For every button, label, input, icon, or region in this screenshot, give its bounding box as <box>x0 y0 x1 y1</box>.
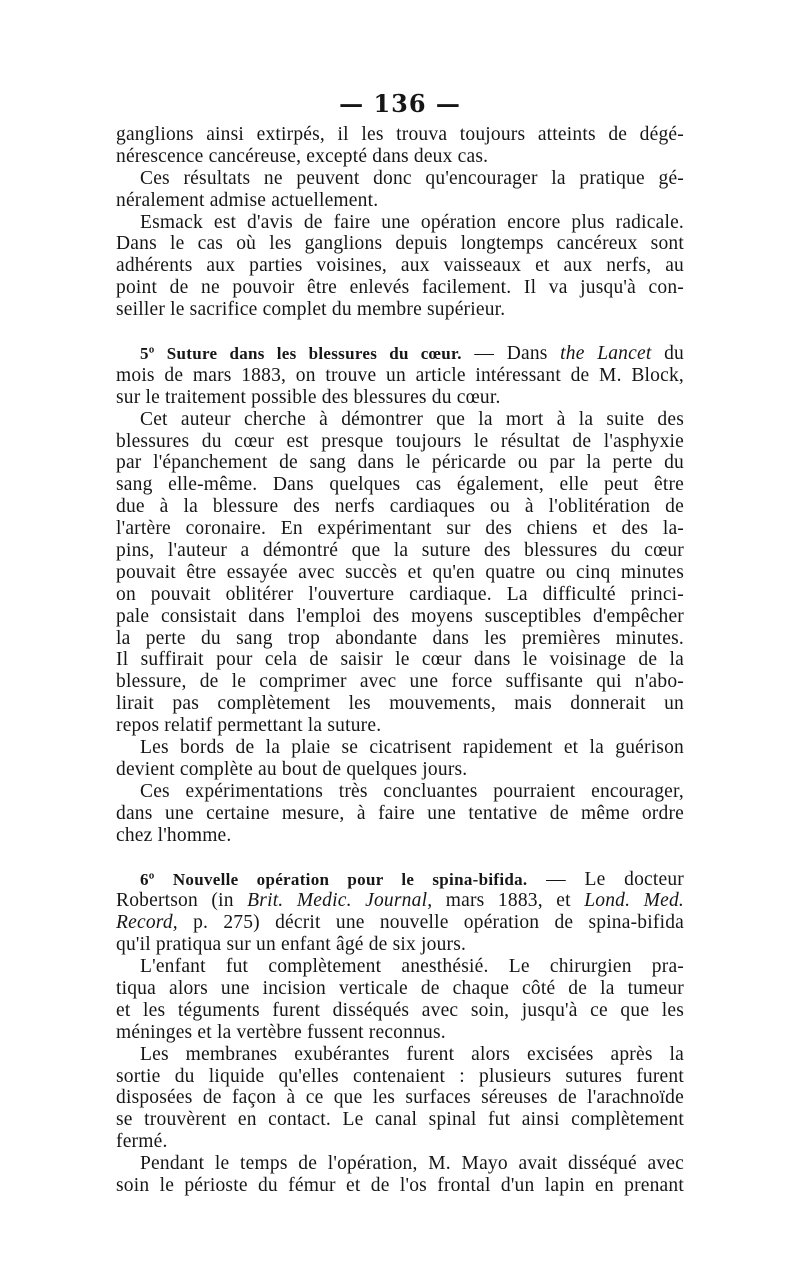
page-number: — 136 — <box>339 89 461 118</box>
text-line: seiller le sacrifice complet du membre supérieur. <box>116 299 506 321</box>
text-line: Pendant le temps de l'opération, M. Mayo avait disséqué avec <box>140 1153 684 1175</box>
text-line: sang elle-même. Dans quelques cas également, elle peut être <box>116 474 684 496</box>
text-line: disposées de façon à ce que les surfaces séreuses de l'arachnoïde <box>116 1087 684 1109</box>
text-segment: Robertson (in <box>116 890 248 912</box>
section-heading: 5º Suture dans les blessures du cœur. <box>140 344 462 364</box>
text-line: la perte du sang trop abondante dans les premières minutes. <box>116 627 684 649</box>
section-paragraph <box>116 343 684 409</box>
text-line: mois de mars 1883, on trouve un article intéressant de M. Block, <box>116 364 684 386</box>
text-line: repos relatif permettant la suture. <box>116 715 382 737</box>
text-line: Les membranes exubérantes furent alors excisées après la <box>140 1043 684 1065</box>
text-line: nérescence cancéreuse, excepté dans deux cas. <box>116 145 489 167</box>
journal-title: the Lancet <box>560 343 652 365</box>
section-heading: 6º Nouvelle opération pour le spina-bifida. <box>140 869 528 889</box>
text-line: Esmack est d'avis de faire une opération encore plus radicale. <box>140 211 684 233</box>
heading-tail-text: du <box>651 343 684 365</box>
heading-dash-text: — Dans <box>461 343 561 365</box>
text-line: sortie du liquide qu'elles contenaient : plusieurs sutures furent <box>116 1065 684 1087</box>
text-line: néralement admise actuellement. <box>116 189 379 211</box>
journal-title: Record, <box>116 912 178 934</box>
text-line: fermé. <box>116 1131 168 1153</box>
journal-title: Brit. Medic. Journal, <box>247 890 433 912</box>
heading-dash-text: — Le docteur <box>527 868 685 890</box>
text-line: pins, l'auteur a démontré que la suture des blessures du cœur <box>116 540 684 562</box>
text-line: tiqua alors une incision verticale de chaque côté de la tumeur <box>116 977 684 999</box>
text-line: blessure, de le comprimer avec une force suffisante qui n'abo- <box>116 671 684 693</box>
text-line: Ces résultats ne peuvent donc qu'encourager la pratique gé- <box>140 167 684 189</box>
section-heading-line <box>116 869 684 891</box>
text-line: devient complète au bout de quelques jours. <box>116 758 468 780</box>
paragraph <box>116 1153 684 1197</box>
text-line: qu'il pratiqua sur un enfant âgé de six jours. <box>116 934 467 956</box>
text-line: blessures du cœur est presque toujours le résultat de l'asphyxie <box>116 430 684 452</box>
text-line <box>116 912 684 934</box>
text-line: L'enfant fut complètement anesthésié. Le chirurgien pra- <box>140 956 684 978</box>
text-line: Les bords de la plaie se cicatrisent rapidement et la guérison <box>140 737 684 759</box>
paragraph <box>116 409 684 737</box>
text-line: Ces expérimentations très concluantes pourraient encourager, <box>140 780 684 802</box>
text-line: lirait pas complètement les mouvements, mais donnerait un <box>116 693 684 715</box>
text-line: pale consistait dans l'emploi des moyens susceptibles d'empêcher <box>116 605 684 627</box>
text-line: Cet auteur cherche à démontrer que la mort à la suite des <box>140 408 684 430</box>
text-line: adhérents aux parties voisines, aux vaisseaux et aux nerfs, au <box>116 255 684 277</box>
text-line: pouvait être essayée avec succès et qu'en quatre ou cinq minutes <box>116 561 684 583</box>
text-line: et les téguments furent disséqués avec soin, jusqu'à ce que les <box>116 999 684 1021</box>
journal-title: Lond. Med. <box>584 890 684 912</box>
paragraph <box>116 212 684 321</box>
book-page <box>116 84 684 1197</box>
text-line: soin le périoste du fémur et de l'os frontal d'un lapin en prenant <box>116 1174 684 1196</box>
text-line: chez l'homme. <box>116 824 232 846</box>
text-line: point de ne pouvoir être enlevés facilement. Il va jusqu'à con- <box>116 277 684 299</box>
paragraph <box>116 956 684 1044</box>
text-line: due à la blessure des nerfs cardiaques ou à l'oblitération de <box>116 496 684 518</box>
text-line: méninges et la vertèbre fussent reconnus. <box>116 1021 446 1043</box>
text-line: dans une certaine mesure, à faire une tentative de même ordre <box>116 802 684 824</box>
paragraph <box>116 781 684 847</box>
text-line: sur le traitement possible des blessures du cœur. <box>116 386 501 408</box>
paragraph <box>116 124 684 168</box>
text-line: Dans le cas où les ganglions depuis longtemps cancéreux sont <box>116 233 684 255</box>
paragraph <box>116 1044 684 1153</box>
text-line: l'artère coronaire. En expérimentant sur des chiens et des la- <box>116 518 684 540</box>
paragraph <box>116 168 684 212</box>
text-line: par l'épanchement de sang dans le péricarde ou par la perte du <box>116 452 684 474</box>
section-heading-line <box>116 343 684 365</box>
text-segment: p. 275) décrit une nouvelle opération de spina-bifida <box>177 912 684 934</box>
paragraph <box>116 737 684 781</box>
text-line: Il suffirait pour cela de saisir le cœur dans le voisinage de la <box>116 649 684 671</box>
section-paragraph <box>116 869 684 957</box>
text-line: ganglions ainsi extirpés, il les trouva toujours atteints de dégé- <box>116 124 684 145</box>
text-segment: mars 1883, et <box>432 890 585 912</box>
text-line <box>116 890 684 912</box>
text-line: se trouvèrent en contact. Le canal spinal fut ainsi complètement <box>116 1109 684 1131</box>
text-line: on pouvait oblitérer l'ouverture cardiaque. La difficulté princi- <box>116 583 684 605</box>
